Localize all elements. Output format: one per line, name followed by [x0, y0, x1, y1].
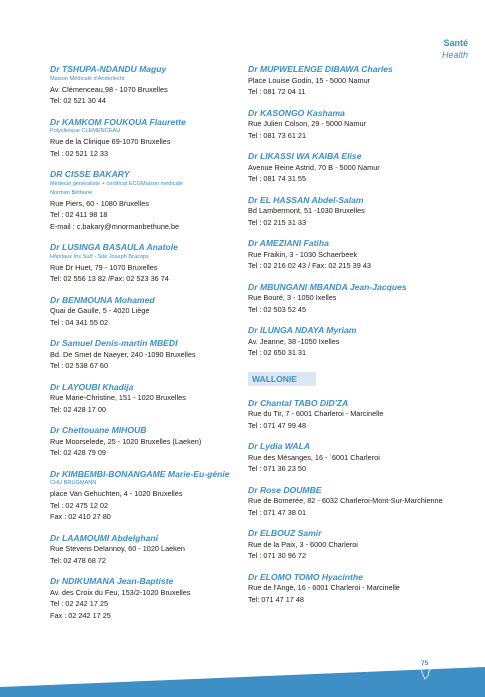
- doctor-name: Dr EL HASSAN Abdel-Salam: [248, 194, 364, 205]
- doctor-name: Dr LAYOUBI Khadija: [50, 381, 134, 392]
- contact-line: Tel : 02 521 12 33: [50, 148, 109, 158]
- directory-entry: [50, 338, 240, 372]
- contact-line: Rue de la Paix, 3 - 6000 Charleroi: [248, 539, 358, 549]
- contact-line: Tel : 02 215 31 33: [248, 217, 307, 227]
- contact-line: Bd Lambermont, 51 -1030 Bruxelles: [248, 206, 365, 215]
- directory-entry: [248, 64, 473, 98]
- directory-entry: [50, 382, 240, 416]
- contact-line: Rue de Bomerée, 82 - 6032 Charleroi-Mont-Sur-Marchienne: [248, 496, 443, 505]
- contact-line: Tel : 081 72 04 11: [248, 87, 306, 96]
- affiliation-note: Hôpitaux Iris Sud - Site Joseph Bracops: [50, 253, 149, 260]
- contact-line: Rue Piers, 60 - 1080 Bruxelles: [50, 198, 149, 208]
- contact-line: Tel : 02 650 31 31: [248, 348, 307, 357]
- contact-line: Rue de la Clinique 69-1070 Bruxelles: [50, 137, 171, 146]
- doctor-name: Dr ILUNGA NDAYA Myriam: [248, 325, 357, 335]
- doctor-name: Dr AMEZIANI Fatiha: [248, 238, 329, 248]
- directory-entry: [248, 441, 473, 475]
- contact-line: Rue Bouré, 3 - 1050 Ixelles: [248, 293, 337, 302]
- contact-line: Av. des Croix du Feu, 153/2-1020 Bruxelles: [50, 587, 191, 597]
- contact-line: Tel : 02 216 02 43 / Fax: 02 215 39 43: [248, 261, 371, 270]
- contact-line: Rue Marie-Christine, 151 - 1020 Bruxelles: [50, 393, 186, 402]
- doctor-name: Dr Lydia WALA: [248, 441, 311, 451]
- directory-entry: [248, 282, 473, 316]
- directory-entry: [50, 117, 240, 160]
- directory-entry: [50, 469, 240, 523]
- doctor-name: Dr BENMOUNA Mohamed: [50, 294, 155, 305]
- doctor-name: Dr ELOMO TOMO Hyacinthe: [248, 571, 363, 582]
- contact-line: Rue Dr Huet, 79 - 1070 Bruxelles: [50, 262, 158, 272]
- directory-entry: [50, 169, 240, 232]
- directory-entry: [248, 151, 473, 185]
- doctor-name: Dr LUSINGA BASAULA Anatole: [50, 242, 178, 252]
- contact-line: Tel: 071 47 17 48: [248, 594, 304, 604]
- contact-line: Avenue Reine Astrid, 70 B - 5000 Namur: [248, 162, 380, 172]
- doctor-name: Dr Chettouane MIHOUB: [50, 425, 147, 435]
- doctor-name: Dr MUPWELENGE DIBAWA Charles: [248, 64, 393, 74]
- contact-line: Tel : 02 411 98 18: [50, 210, 108, 219]
- directory-entry: [248, 108, 473, 142]
- contact-line: Tel : 02 242 17 25: [50, 599, 109, 608]
- contact-line: Rue Julien Colson, 29 - 5000 Namur: [248, 119, 367, 128]
- directory-entry: [50, 576, 240, 621]
- category-title: Santé: [443, 38, 468, 48]
- directory-entry: [248, 572, 473, 606]
- doctor-name: Dr Rose DOUMBE: [248, 484, 322, 495]
- affiliation-note: Norman Béthune: [50, 189, 93, 196]
- contact-line: Rue des Mésanges, 16 - `6001 Charleroi: [248, 452, 380, 462]
- directory-entry: [50, 533, 240, 567]
- doctor-name: Dr KAMKOM FOUKOUA Flaurette: [50, 116, 186, 127]
- directory-entry: [50, 295, 240, 329]
- contact-line: Tel : 071 47 38 01: [248, 507, 307, 517]
- contact-line: Tel : 071 30 96 72: [248, 551, 307, 560]
- left-column: [50, 64, 240, 631]
- contact-line: Rue Fraikin, 3 - 1030 Schaerbeek: [248, 249, 358, 259]
- contact-line: Quai de Gaulle, 5 - 4020 Liège: [50, 306, 150, 315]
- contact-line: Av. Clémenceau,98 - 1070 Bruxelles: [50, 84, 168, 94]
- directory-entry: [50, 242, 240, 285]
- doctor-name: DR CISSE BAKARY: [50, 169, 130, 179]
- right-column: [248, 64, 473, 615]
- directory-entry: [248, 195, 473, 229]
- affiliation-note: Polyclinique CLEMENCEAU: [50, 128, 121, 134]
- directory-entry: [248, 485, 473, 519]
- doctor-name: Dr Samuel Denis-martin MBEDI: [50, 338, 178, 348]
- contact-line: Rue de l'Ange, 16 - 6001 Charleroi - Marcinelle: [248, 583, 400, 592]
- directory-entry: [248, 528, 473, 562]
- contact-line: place Van Gehuchten, 4 - 1020 Bruxelles: [50, 489, 183, 498]
- contact-line: Bd. De Smet de Naeyer, 240 -1090 Bruxelles: [50, 349, 196, 359]
- doctor-name: Dr LIKASSI WA KAIBA Elise: [248, 151, 362, 161]
- contact-line: Tel: 02 521 30 44: [50, 96, 106, 105]
- contact-line: Tel: 02 428 79 09: [50, 448, 106, 457]
- contact-line: Rue du Tir, 7 - 6001 Charleroi - Marcinelle: [248, 409, 384, 418]
- contact-line: Tel: 02 428 17 00: [50, 404, 106, 414]
- page-number: 75: [421, 660, 429, 667]
- contact-line: Tel: 02 478 68 72: [50, 555, 106, 565]
- contact-line: Rue Moorselede, 25 - 1020 Bruxelles (Laeken): [50, 436, 202, 446]
- contact-line: Tel : 071 47 99 48: [248, 420, 307, 430]
- contact-line: Av. Jeanne, 38 -1050 Ixelles: [248, 336, 340, 346]
- category-subtitle: Health: [441, 50, 468, 60]
- contact-line: Tel : 081 74 31 55: [248, 174, 307, 183]
- doctor-name: Dr LAAMOUMI Abdelghani: [50, 532, 159, 543]
- doctor-name: Dr ELBOUZ Samir: [248, 528, 322, 538]
- doctor-name: Dr KIMBEMBI-BONANGAME Marie-Eu-génie: [50, 468, 230, 479]
- contact-line: Fax : 02 242 17 25: [50, 610, 111, 620]
- contact-line: Place Louise Godin, 15 - 5000 Namur: [248, 75, 371, 85]
- directory-entry: [50, 64, 240, 107]
- contact-line: Tel : 04 341 55 02: [50, 317, 109, 327]
- contact-line: Rue Stevens Delannoy, 60 - 1020 Laeken: [50, 544, 185, 553]
- affiliation-note: Maison Médicale d'Anderlecht: [50, 75, 125, 82]
- doctor-name: Dr Chantal TABO DID'ZA: [248, 397, 349, 408]
- contact-line: Tel: 02 556 13 82 /Fax: 02 523 36 74: [50, 274, 169, 283]
- doctor-name: Dr MBUNGANI MBANDA Jean-Jacques: [248, 281, 407, 292]
- doctor-name: Dr NDIKUMANA Jean-Baptiste: [50, 576, 174, 586]
- contact-line: Tel : 081 73 61 21: [248, 130, 307, 140]
- doctor-name: Dr KASONGO Kashama: [248, 107, 345, 118]
- wallonie-entries: [248, 398, 473, 606]
- contact-line: Tel : 02 538 67 60: [50, 361, 109, 370]
- affiliation-note: CHU BRUGMANN: [50, 480, 97, 486]
- directory-entry: [248, 325, 473, 359]
- directory-entry: [248, 398, 473, 432]
- footer-band: [0, 667, 485, 697]
- contact-line: E-mail : c.bakary@mnormanbethune.be: [50, 221, 180, 231]
- directory-entry: [50, 425, 240, 459]
- doctor-name: Dr TSHUPA-NDANDU Maguy: [50, 64, 167, 74]
- contact-line: Tel : 02 503 52 45: [248, 304, 307, 314]
- contact-line: Tel : 02 475 12 02: [50, 500, 109, 510]
- section-label-wallonie: WALLONIE: [248, 372, 316, 386]
- page-header: [442, 37, 468, 61]
- contact-line: Tel : 071 36 23 50: [248, 464, 307, 473]
- contact-line: Fax : 02 410 27 80: [50, 512, 111, 521]
- right-column-entries: [248, 64, 473, 359]
- directory-entry: [248, 238, 473, 272]
- affiliation-note: Médecin généraliste + certificat ECGMaison médicale: [50, 180, 183, 187]
